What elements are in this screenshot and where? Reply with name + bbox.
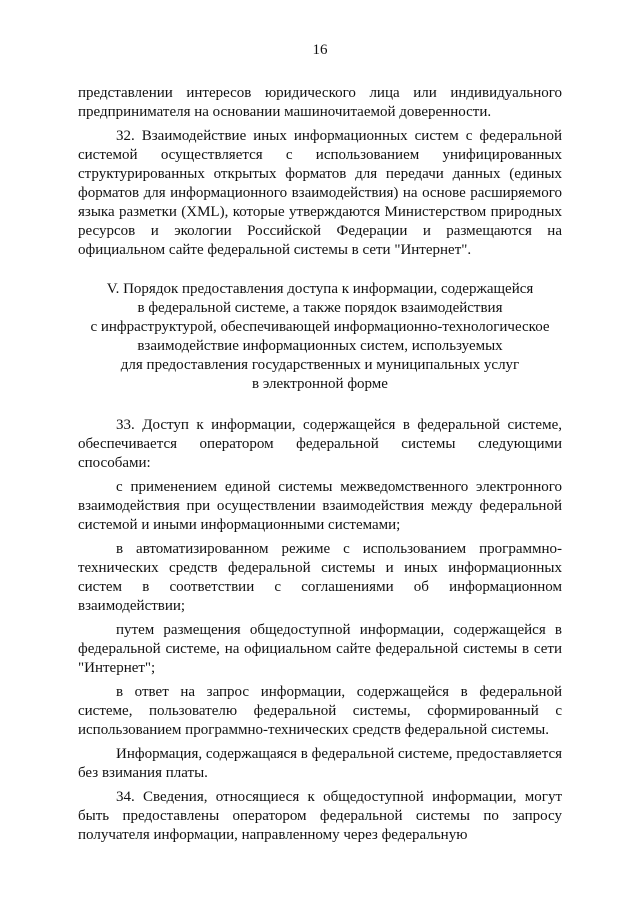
paragraph: представлении интересов юридического лица или индивидуального предпринимателя на основании машиночитаемой доверенности. bbox=[78, 85, 562, 120]
section-heading bbox=[78, 280, 562, 394]
list-item: в ответ на запрос информации, содержащейся в федеральной системе, пользователю федеральной системы, сформированный с использованием программно-технических средств федеральной системы. bbox=[78, 684, 562, 738]
section-heading-line: для предоставления государственных и муниципальных услуг bbox=[120, 357, 520, 373]
page-number: 16 bbox=[312, 42, 328, 58]
list-item: путем размещения общедоступной информации, содержащейся в федеральной системе, на официальном сайте федеральной системы в сети "Интернет"; bbox=[78, 622, 562, 676]
section-heading-line: взаимодействие информационных систем, используемых bbox=[137, 338, 503, 354]
paragraph: 34. Сведения, относящиеся к общедоступной информации, могут быть предоставлены оператором федеральной системы по запросу получателя информации, направленному через федеральную bbox=[78, 789, 562, 843]
section-heading-line: V. Порядок предоставления доступа к информации, содержащейся bbox=[106, 281, 534, 297]
text-after-heading bbox=[78, 416, 562, 845]
paragraph: Информация, содержащаяся в федеральной системе, предоставляется без взимания платы. bbox=[78, 746, 563, 781]
list-item: с применением единой системы межведомственного электронного взаимодействия при осуществлении взаимодействия между федеральной системой и иными информационными системами; bbox=[78, 479, 562, 533]
section-heading-line: с инфраструктурой, обеспечивающей информационно-технологическое bbox=[90, 319, 550, 335]
section-heading-line: в федеральной системе, а также порядок взаимодействия bbox=[137, 300, 503, 316]
text-before-heading bbox=[78, 84, 562, 260]
list-item: в автоматизированном режиме с использованием программно-технических средств федеральной системы и иных информационных систем в соответствии с соглашениями об информационном взаимодействии; bbox=[78, 541, 562, 614]
paragraph: 32. Взаимодействие иных информационных систем с федеральной системой осуществляется с использованием унифицированных структурированных открытых форматов для передачи данных (единых форматов для информационного взаимодействия) на основе расширяемого языка разметки (XML), которые утверждаются Министерством природных ресурсов и экологии Российской Федерации и размещаются на официальном сайте федеральной системы в сети "Интернет". bbox=[78, 128, 562, 258]
section-heading-line: в электронной форме bbox=[252, 376, 388, 392]
paragraph: 33. Доступ к информации, содержащейся в федеральной системе, обеспечивается оператором федеральной системы следующими способами: bbox=[78, 417, 562, 471]
